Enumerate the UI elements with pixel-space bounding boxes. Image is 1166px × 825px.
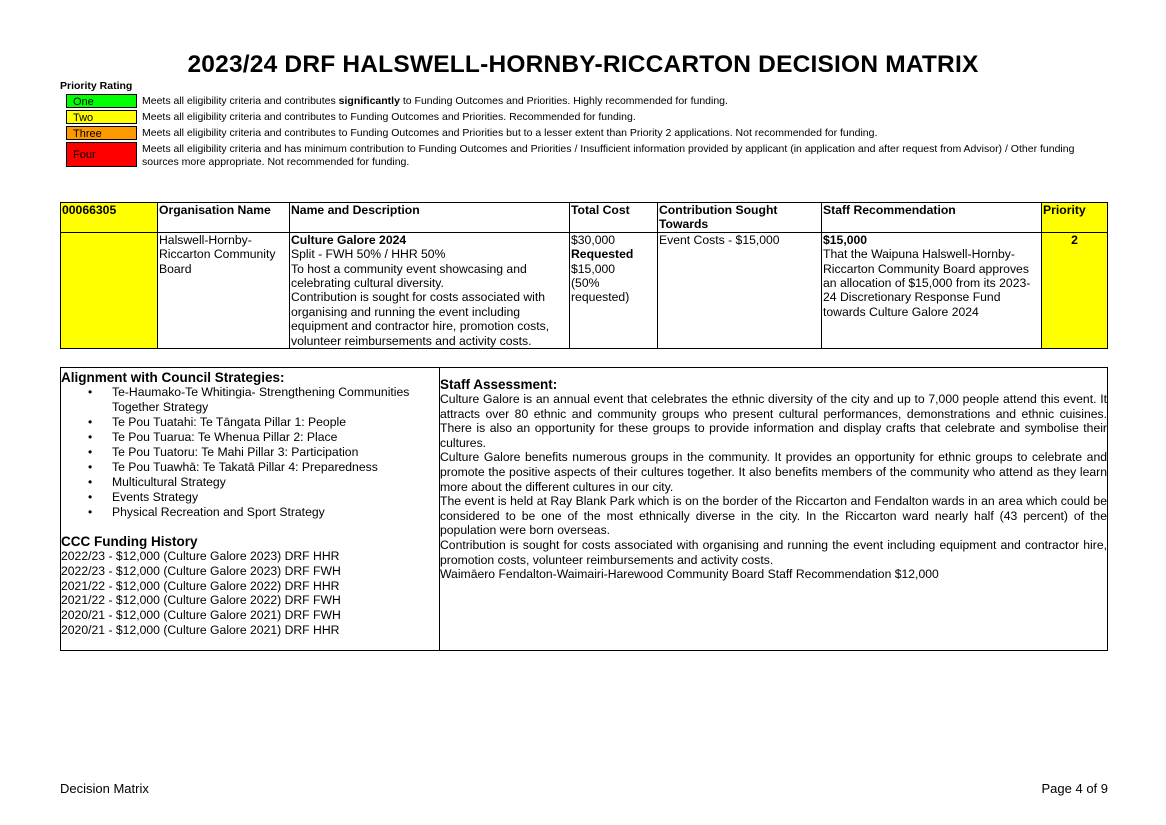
header-total-cost: Total Cost <box>570 203 658 233</box>
funding-history-item: 2021/22 - $12,000 (Culture Galore 2022) DRF HHR <box>61 578 340 593</box>
requested-label: Requested <box>571 247 634 262</box>
strategy-item: • Te Pou Tuawhā: Te Takatā Pillar 4: Preparedness <box>88 460 439 475</box>
footer-document-name: Decision Matrix <box>60 781 149 796</box>
legend-row-four <box>66 141 1116 168</box>
header-name-description: Name and Description <box>290 203 570 233</box>
strategy-item: • Te Pou Tuatahi: Te Tāngata Pillar 1: People <box>88 415 439 430</box>
strategy-item: • Te-Haumako-Te Whitingia- Strengthening Communities Together Strategy <box>88 385 439 415</box>
footer-page-number: Page 4 of 9 <box>1041 781 1108 796</box>
funding-split: Split - FWH 50% / HHR 50% <box>291 247 446 262</box>
application-row <box>61 232 1108 348</box>
funding-history-item: 2020/21 - $12,000 (Culture Galore 2021) DRF HHR <box>61 622 340 637</box>
project-title: Culture Galore 2024 <box>291 232 407 247</box>
staff-recommendation-cell <box>822 232 1042 348</box>
priority-value: 2 <box>1042 232 1108 348</box>
funding-history-heading: CCC Funding History <box>61 534 198 549</box>
funding-history-item: 2022/23 - $12,000 (Culture Galore 2023) DRF FWH <box>61 563 341 578</box>
staff-assessment-heading: Staff Assessment: <box>440 377 558 392</box>
staff-assessment-column <box>440 368 1107 650</box>
funding-history-item: 2022/23 - $12,000 (Culture Galore 2023) DRF HHR <box>61 549 340 563</box>
legend-desc-four: Meets all eligibility criteria and has minimum contribution to Funding Outcomes and Priorities / Insufficient information provided by applicant (in application and after request from Advisor) / Other funding sources more appropriate. Not recommended for funding. <box>142 143 1075 168</box>
legend-row-one <box>66 93 1116 109</box>
strategy-item: • Events Strategy <box>88 490 439 505</box>
total-cost-cell <box>570 232 658 348</box>
legend-desc-two: Meets all eligibility criteria and contributes to Funding Outcomes and Priorities. Recommended for funding. <box>142 111 636 123</box>
strategy-item: • Te Pou Tuarua: Te Whenua Pillar 2: Place <box>88 430 439 445</box>
total-cost: $30,000 <box>571 232 616 247</box>
legend-row-three <box>66 125 1116 141</box>
application-table <box>60 202 1108 349</box>
legend-row-two <box>66 109 1116 125</box>
assessment-panel <box>60 367 1108 651</box>
funding-history-item: 2020/21 - $12,000 (Culture Galore 2021) DRF FWH <box>61 608 341 623</box>
alignment-heading: Alignment with Council Strategies: <box>61 370 285 385</box>
id-cell-blank <box>61 232 158 348</box>
assessment-paragraph: Culture Galore benefits numerous groups in the community. It provides an opportunity for ethnic groups to celebrate and promote the positive aspects of their cultures together. It also benefits members of the community who attend as they learn more about the different cultures in our city. <box>440 450 1107 494</box>
project-description: To host a community event showcasing and celebrating cultural diversity. <box>291 261 527 291</box>
strategy-list <box>61 385 439 520</box>
strategy-item: • Multicultural Strategy <box>88 475 439 490</box>
staff-recommendation-text: That the Waipuna Halswell-Hornby-Riccarton Community Board approves an allocation of $15,000 from its 2023-24 Discretionary Response Fund towards Culture Galore 2024 <box>823 247 1031 319</box>
contribution-note: Contribution is sought for costs associated with organising and running the event including equipment and contractor hire, promotion costs, volunteer reimbursements and activity costs. <box>291 290 550 348</box>
priority-rating-heading: Priority Rating <box>60 80 133 92</box>
header-priority: Priority <box>1042 203 1108 233</box>
page-title: 2023/24 DRF HALSWELL-HORNBY-RICCARTON DECISION MATRIX <box>187 51 979 78</box>
alignment-funding-column <box>61 368 440 650</box>
application-header-row <box>61 203 1108 233</box>
priority-swatch-three: Three <box>66 126 137 140</box>
priority-swatch-four: Four <box>66 142 137 167</box>
strategy-item: • Physical Recreation and Sport Strategy <box>88 505 439 520</box>
header-staff-recommendation: Staff Recommendation <box>822 203 1042 233</box>
application-id: 00066305 <box>61 203 158 233</box>
organisation-name: Halswell-Hornby-Riccarton Community Board <box>158 232 290 348</box>
legend-desc-three: Meets all eligibility criteria and contributes to Funding Outcomes and Priorities but to a lesser extent than Priority 2 applications. Not recommended for funding. <box>142 127 878 139</box>
staff-amount: $15,000 <box>823 232 868 247</box>
funding-history-item: 2021/22 - $12,000 (Culture Galore 2022) DRF FWH <box>61 593 341 608</box>
header-contribution: Contribution Sought Towards <box>658 203 822 233</box>
assessment-paragraph: Contribution is sought for costs associated with organising and running the event including equipment and contractor hire, promotion costs, volunteer reimbursements and activity costs. <box>440 537 1107 567</box>
priority-legend <box>66 93 1116 168</box>
contribution-towards: Event Costs - $15,000 <box>658 232 822 348</box>
requested-percent: (50% requested) <box>571 276 630 305</box>
header-organisation: Organisation Name <box>158 203 290 233</box>
assessment-paragraph: Waimāero Fendalton-Waimairi-Harewood Community Board Staff Recommendation $12,000 <box>440 567 939 582</box>
priority-swatch-two: Two <box>66 110 137 124</box>
requested-amount: $15,000 <box>571 261 616 276</box>
name-description-cell <box>290 232 570 348</box>
assessment-paragraph: Culture Galore is an annual event that celebrates the ethnic diversity of the city and up to 7,000 people attend this event. It attracts over 80 ethnic and community groups who present cultural performances, demonstrations and ethnic cuisines. There is also an opportunity for these groups to provide information and display crafts that celebrate and symbolise their cultures. <box>440 392 1107 450</box>
priority-swatch-one: One <box>66 94 137 108</box>
legend-desc-one: Meets all eligibility criteria and contributes significantly to Funding Outcomes and Priorities. Highly recommended for funding. <box>142 95 728 107</box>
strategy-item: • Te Pou Tuatoru: Te Mahi Pillar 3: Participation <box>88 445 439 460</box>
assessment-paragraph: The event is held at Ray Blank Park which is on the border of the Riccarton and Fendalton wards in an area which could be considered to be one of the most ethnically diverse in the city. In the Riccarton ward nearly half (43 percent) of the population were born overseas. <box>440 494 1107 538</box>
